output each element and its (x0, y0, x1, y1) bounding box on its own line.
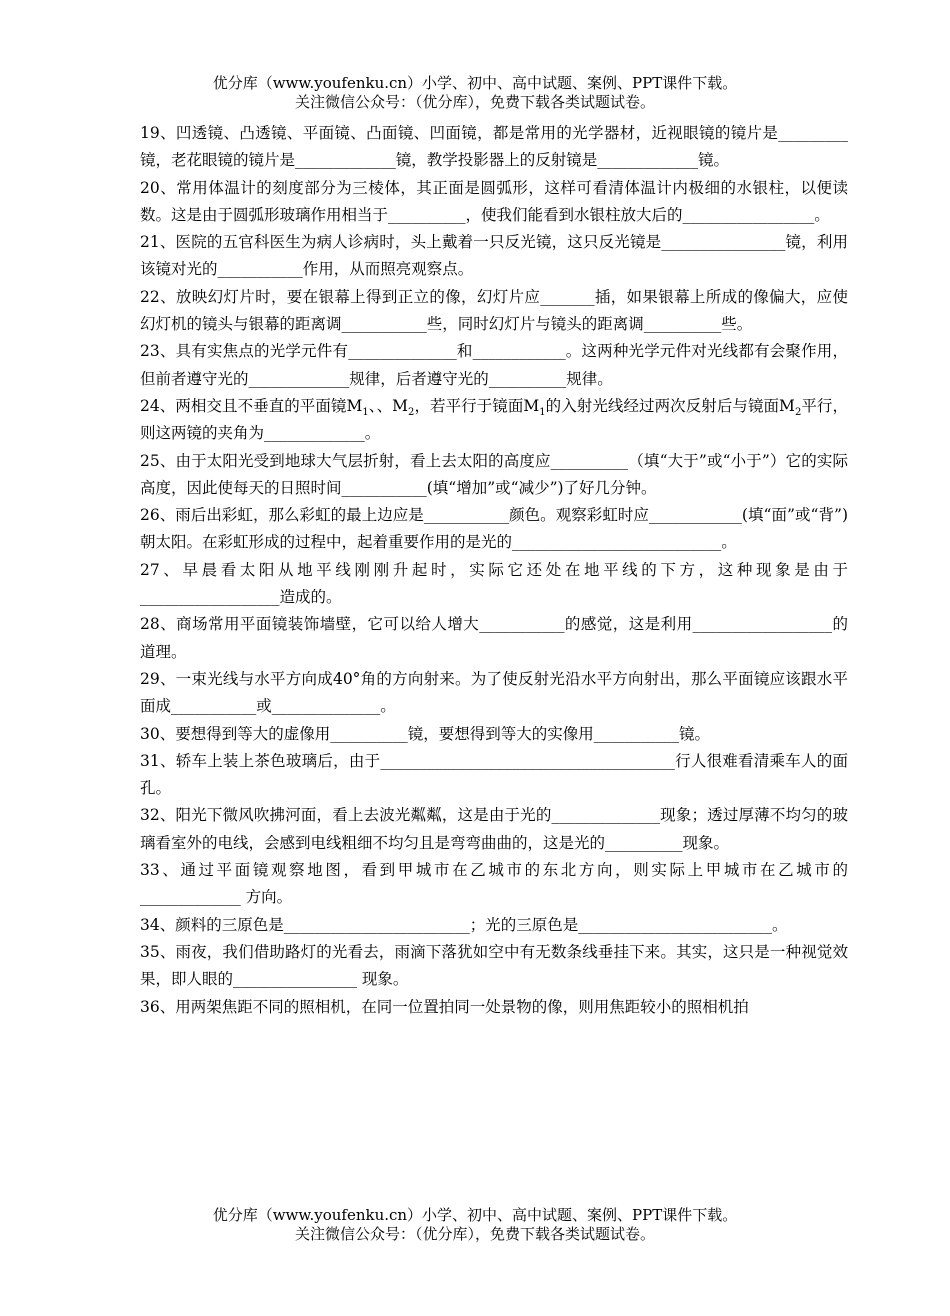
question-24-part-e: 平行，则这两镜的夹角为_____________。 (140, 396, 848, 443)
question-35: 35、雨夜，我们借助路灯的光看去，雨滴下落犹如空中有无数条线垂挂下来。其实，这只是一种视觉效果，即人眼的________________ 现象。 (140, 942, 848, 989)
subscript-4: 2 (794, 407, 802, 419)
question-19: 19、凹透镜、凸透镜、平面镜、凸面镜、凹面镜，都是常用的光学器材，近视眼镜的镜片是_________镜，老花眼镜的镜片是_____________镜，教学投影器上的反射镜是_____________镜。 (140, 124, 848, 170)
question-24-part-d: 的入射光线经过两次反射后与镜面M (545, 396, 795, 415)
header-line-2: 关注微信公众号：（优分库），免费下载各类试题试卷。 (294, 93, 655, 111)
question-27: 27、早晨看太阳从地平线刚刚升起时，实际它还处在地平线的下方，这种现象是由于__________________造成的。 (140, 560, 848, 607)
footer-line-1: 优分库（www.youfenku.cn）小学、初中、高中试题、案例、PPT课件下载。 (212, 1206, 738, 1224)
question-33: 33、通过平面镜观察地图，看到甲城市在乙城市的东北方向，则实际上甲城市在乙城市的_____________ 方向。 (140, 861, 848, 907)
question-31: 31、轿车上装上茶色玻璃后，由于______________________________________行人很难看清乘车人的面孔。 (140, 751, 848, 798)
question-29: 29、一束光线与水平方向成40°角的方向射来。为了使反射光沿水平方向射出，那么平面镜应该跟水平面成___________或______________。 (140, 669, 848, 716)
question-30: 30、要想得到等大的虚像用__________镜，要想得到等大的实像用___________镜。 (140, 724, 710, 743)
question-28: 28、商场常用平面镜装饰墙壁，它可以给人增大___________的感觉，这是利用__________________的道理。 (140, 615, 848, 661)
question-24-part-a: 24、两相交且不垂直的平面镜M (140, 396, 363, 415)
question-32: 32、阳光下微风吹拂河面，看上去波光粼粼，这是由于光的______________现象；透过厚薄不均匀的玻璃看室外的电线，会感到电线粗细不均匀且是弯弯曲曲的，这是光的__________现象。 (140, 806, 848, 852)
question-22: 22、放映幻灯片时，要在银幕上得到正立的像，幻灯片应_______插，如果银幕上所成的像偏大，应使幻灯机的镜头与银幕的距离调___________些，同时幻灯片与镜头的距离调__________些。 (140, 287, 848, 334)
question-24-part-b: 、、M (368, 396, 409, 415)
question-20: 20、常用体温计的刻度部分为三棱体，其正面是圆弧形，这样可看清体温计内极细的水银柱，以便读数。这是由于圆弧形玻璃作用相当于__________，使我们能看到水银柱放大后的_________________。 (140, 178, 848, 224)
question-26: 26、雨后出彩虹，那么彩虹的最上边应是___________颜色。观察彩虹时应____________(填“面”或“背”)朝太阳。在彩虹形成的过程中，起着重要作用的是光的___________________________。 (140, 506, 848, 552)
header-line-1: 优分库（www.youfenku.cn）小学、初中、高中试题、案例、PPT课件下载。 (212, 74, 738, 92)
question-21: 21、医院的五官科医生为病人诊病时，头上戴着一只反光镜，这只反光镜是________________镜，利用该镜对光的___________作用，从而照亮观察点。 (140, 233, 848, 279)
question-34: 34、颜料的三原色是________________________；光的三原色是_________________________。 (140, 915, 788, 934)
question-list (140, 120, 848, 1021)
page-footer (0, 1206, 950, 1244)
question-23: 23、具有实焦点的光学元件有______________和____________。这两种光学元件对光线都有会聚作用，但前者遵守光的_____________规律，后者遵守光的__________规律。 (140, 342, 848, 388)
subscript-2: 2 (408, 407, 415, 419)
question-24 (140, 393, 848, 448)
footer-line-2: 关注微信公众号：（优分库），免费下载各类试题试卷。 (294, 1225, 655, 1243)
question-25: 25、由于太阳光受到地球大气层折射，看上去太阳的高度应__________（填“大于”或“小于”）它的实际高度，因此使每天的日照时间___________(填“增加”或“减少”)了好几分钟。 (140, 451, 848, 497)
subscript-3: 1 (539, 407, 546, 419)
question-36: 36、用两架焦距不同的照相机，在同一位置拍同一处景物的像，则用焦距较小的照相机拍 (140, 997, 749, 1016)
subscript-1: 1 (362, 407, 369, 419)
question-24-part-c: ，若平行于镜面M (414, 396, 540, 415)
page-header (0, 74, 950, 112)
